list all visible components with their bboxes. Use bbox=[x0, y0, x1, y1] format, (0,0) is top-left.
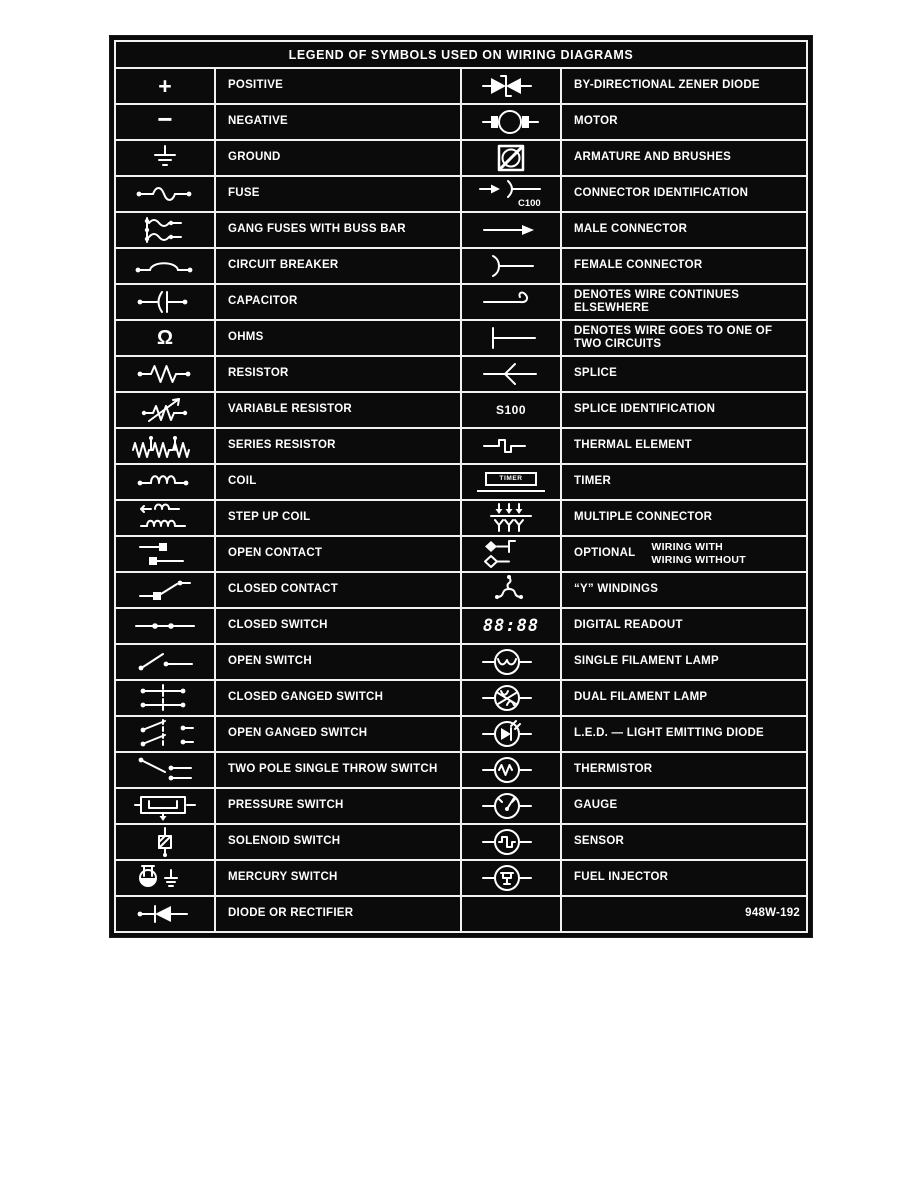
table-row bbox=[116, 897, 806, 931]
motor-icon bbox=[481, 107, 541, 137]
symbol-cell bbox=[116, 537, 216, 571]
symbol-cell bbox=[462, 537, 562, 571]
single-filament-lamp-icon bbox=[481, 646, 541, 678]
capacitor-icon bbox=[133, 287, 197, 317]
legend-table bbox=[109, 35, 813, 938]
symbol-cell bbox=[462, 69, 562, 103]
closed-contact-icon bbox=[137, 575, 193, 605]
thermistor-icon bbox=[481, 754, 541, 786]
symbol-label: PRESSURE SWITCH bbox=[216, 789, 462, 823]
table-row bbox=[116, 717, 806, 753]
symbol-label: BY-DIRECTIONAL ZENER DIODE bbox=[574, 79, 760, 92]
symbol-label: DIODE OR RECTIFIER bbox=[216, 897, 462, 931]
symbol-label: CIRCUIT BREAKER bbox=[216, 249, 462, 283]
timer-icon bbox=[477, 472, 545, 493]
table-row bbox=[116, 177, 806, 213]
optional-sublabels bbox=[651, 541, 745, 567]
table-row bbox=[116, 645, 806, 681]
symbol-label: MULTIPLE CONNECTOR bbox=[574, 511, 713, 524]
symbol-cell bbox=[462, 501, 562, 535]
table-row bbox=[116, 861, 806, 897]
pressure-switch-icon bbox=[133, 790, 197, 822]
symbol-label: MOTOR bbox=[574, 115, 618, 128]
led-icon bbox=[481, 718, 541, 750]
table-row bbox=[116, 573, 806, 609]
splice-icon bbox=[481, 359, 541, 389]
series-resistor-icon bbox=[127, 431, 203, 461]
symbol-cell bbox=[116, 501, 216, 535]
two-pole-single-throw-switch-icon bbox=[133, 754, 197, 786]
open-ganged-switch-icon bbox=[133, 718, 197, 750]
table-row bbox=[116, 501, 806, 537]
digital-readout-icon: 88:88 bbox=[482, 616, 540, 636]
symbol-label: STEP UP COIL bbox=[216, 501, 462, 535]
symbol-cell bbox=[462, 825, 562, 859]
figure-number: 948W-192 bbox=[745, 907, 800, 920]
table-row bbox=[116, 537, 806, 573]
female-connector-icon bbox=[481, 251, 541, 281]
connector-identification-icon bbox=[478, 179, 544, 209]
optional-wiring-icon bbox=[481, 538, 541, 570]
symbol-cell bbox=[116, 465, 216, 499]
dual-filament-lamp-icon bbox=[481, 682, 541, 714]
symbol-cell bbox=[462, 393, 562, 427]
timer-baseline bbox=[477, 490, 545, 492]
symbol-label: TIMER bbox=[574, 475, 612, 488]
symbol-cell bbox=[462, 249, 562, 283]
wire-continues-icon bbox=[481, 287, 541, 317]
symbol-label bbox=[562, 537, 806, 571]
symbol-label: ARMATURE AND BRUSHES bbox=[574, 151, 732, 164]
table-row bbox=[116, 105, 806, 141]
symbol-label: SERIES RESISTOR bbox=[216, 429, 462, 463]
symbol-label: VARIABLE RESISTOR bbox=[216, 393, 462, 427]
symbol-label: OHMS bbox=[216, 321, 462, 355]
ground-icon bbox=[150, 143, 180, 173]
symbol-cell bbox=[462, 321, 562, 355]
symbol-cell bbox=[116, 573, 216, 607]
symbol-label: OPEN SWITCH bbox=[216, 645, 462, 679]
symbol-label: DENOTES WIRE CONTINUES ELSEWHERE bbox=[574, 288, 740, 314]
legend-grid bbox=[114, 40, 808, 933]
table-row bbox=[116, 321, 806, 357]
symbol-cell bbox=[462, 357, 562, 391]
symbol-cell bbox=[116, 753, 216, 787]
symbol-cell bbox=[462, 429, 562, 463]
symbol-label: SPLICE bbox=[574, 367, 618, 380]
symbol-cell bbox=[116, 105, 216, 139]
symbol-cell bbox=[116, 789, 216, 823]
symbol-label: “Y” WINDINGS bbox=[574, 583, 659, 596]
symbol-label: CAPACITOR bbox=[216, 285, 462, 319]
symbol-cell bbox=[116, 213, 216, 247]
symbol-label: DUAL FILAMENT LAMP bbox=[574, 691, 708, 704]
symbol-cell bbox=[462, 861, 562, 895]
table-row bbox=[116, 249, 806, 285]
symbol-cell bbox=[116, 897, 216, 931]
timer-text: TIMER bbox=[485, 472, 536, 487]
variable-resistor-icon bbox=[137, 394, 193, 426]
solenoid-switch-icon bbox=[145, 826, 185, 858]
symbol-cell bbox=[462, 609, 562, 643]
circuit-breaker-icon bbox=[130, 251, 200, 281]
table-row bbox=[116, 69, 806, 105]
mercury-switch-icon bbox=[133, 862, 197, 894]
symbol-label: OPEN GANGED SWITCH bbox=[216, 717, 462, 751]
table-row bbox=[116, 681, 806, 717]
symbol-label: CLOSED SWITCH bbox=[216, 609, 462, 643]
symbol-cell bbox=[462, 285, 562, 319]
fuse-icon bbox=[127, 179, 203, 209]
table-row bbox=[116, 753, 806, 789]
symbol-cell bbox=[116, 609, 216, 643]
symbol-label: POSITIVE bbox=[216, 69, 462, 103]
table-row bbox=[116, 393, 806, 429]
symbol-label: DIGITAL READOUT bbox=[574, 619, 683, 632]
symbol-cell bbox=[462, 681, 562, 715]
symbol-label: L.E.D. — LIGHT EMITTING DIODE bbox=[574, 727, 764, 740]
connector-id-text: C100 bbox=[518, 198, 541, 209]
symbol-cell bbox=[116, 429, 216, 463]
symbol-label: THERMAL ELEMENT bbox=[574, 439, 692, 452]
fuel-injector-icon bbox=[481, 862, 541, 894]
table-row bbox=[116, 429, 806, 465]
symbol-cell bbox=[116, 717, 216, 751]
symbol-label: NEGATIVE bbox=[216, 105, 462, 139]
positive-icon: + bbox=[158, 72, 172, 99]
negative-icon: − bbox=[157, 104, 173, 134]
symbol-cell bbox=[462, 717, 562, 751]
thermal-element-icon bbox=[481, 431, 541, 461]
optional-label: OPTIONAL bbox=[574, 547, 636, 560]
symbol-cell bbox=[462, 573, 562, 607]
symbol-cell bbox=[116, 357, 216, 391]
gauge-icon bbox=[481, 790, 541, 822]
symbol-cell bbox=[462, 141, 562, 175]
wiring-with-label: WIRING WITH bbox=[651, 540, 723, 553]
symbol-cell bbox=[462, 213, 562, 247]
table-row bbox=[116, 465, 806, 501]
symbol-label: SENSOR bbox=[574, 835, 625, 848]
symbol-label: GANG FUSES WITH BUSS BAR bbox=[216, 213, 462, 247]
table-row bbox=[116, 789, 806, 825]
symbol-cell bbox=[462, 105, 562, 139]
legend-title: LEGEND OF SYMBOLS USED ON WIRING DIAGRAMS bbox=[116, 42, 806, 69]
symbol-cell bbox=[462, 753, 562, 787]
table-row bbox=[116, 825, 806, 861]
symbol-label bbox=[562, 897, 806, 931]
symbol-label: SPLICE IDENTIFICATION bbox=[574, 403, 716, 416]
symbol-label: CLOSED GANGED SWITCH bbox=[216, 681, 462, 715]
gang-fuses-icon bbox=[135, 215, 195, 245]
closed-ganged-switch-icon bbox=[133, 682, 197, 714]
symbol-label: GAUGE bbox=[574, 799, 618, 812]
symbol-cell bbox=[462, 465, 562, 499]
symbol-cell bbox=[116, 321, 216, 355]
table-row bbox=[116, 213, 806, 249]
open-switch-icon bbox=[133, 647, 197, 677]
symbol-label: FUEL INJECTOR bbox=[574, 871, 669, 884]
symbol-cell bbox=[462, 897, 562, 931]
table-row bbox=[116, 285, 806, 321]
y-windings-icon bbox=[481, 574, 541, 606]
splice-identification-icon: S100 bbox=[495, 403, 527, 417]
symbol-cell bbox=[116, 141, 216, 175]
armature-and-brushes-icon bbox=[494, 142, 528, 174]
symbol-label: OPEN CONTACT bbox=[216, 537, 462, 571]
symbol-cell bbox=[116, 681, 216, 715]
symbol-cell bbox=[116, 177, 216, 211]
diode-icon bbox=[133, 899, 197, 929]
symbol-label: SINGLE FILAMENT LAMP bbox=[574, 655, 719, 668]
symbol-label: GROUND bbox=[216, 141, 462, 175]
sensor-icon bbox=[481, 826, 541, 858]
symbol-label: CLOSED CONTACT bbox=[216, 573, 462, 607]
symbol-cell bbox=[462, 645, 562, 679]
open-contact-icon bbox=[137, 539, 193, 569]
symbol-cell bbox=[116, 285, 216, 319]
closed-switch-icon bbox=[133, 611, 197, 641]
wire-one-of-two-icon bbox=[481, 323, 541, 353]
symbol-label: FUSE bbox=[216, 177, 462, 211]
symbol-cell bbox=[116, 69, 216, 103]
bidirectional-zener-diode-icon bbox=[481, 71, 541, 101]
table-row bbox=[116, 141, 806, 177]
symbol-label: MERCURY SWITCH bbox=[216, 861, 462, 895]
symbol-label: SOLENOID SWITCH bbox=[216, 825, 462, 859]
coil-icon bbox=[133, 467, 197, 497]
symbol-label: CONNECTOR IDENTIFICATION bbox=[574, 187, 749, 200]
symbol-cell bbox=[116, 861, 216, 895]
step-up-coil-icon bbox=[135, 502, 195, 534]
wiring-without-label: WIRING WITHOUT bbox=[651, 554, 746, 566]
multiple-connector-icon bbox=[481, 502, 541, 534]
male-connector-icon bbox=[481, 215, 541, 245]
symbol-cell bbox=[116, 393, 216, 427]
table-row bbox=[116, 609, 806, 645]
ohms-icon: Ω bbox=[156, 327, 174, 349]
symbol-label: RESISTOR bbox=[216, 357, 462, 391]
symbol-cell bbox=[116, 645, 216, 679]
symbol-label: MALE CONNECTOR bbox=[574, 223, 688, 236]
symbol-cell bbox=[116, 249, 216, 283]
symbol-label: COIL bbox=[216, 465, 462, 499]
symbol-label: DENOTES WIRE GOES TO ONE OF TWO CIRCUITS bbox=[574, 324, 773, 350]
symbol-cell bbox=[462, 177, 562, 211]
symbol-label: FEMALE CONNECTOR bbox=[574, 259, 703, 272]
symbol-cell bbox=[462, 789, 562, 823]
symbol-label: TWO POLE SINGLE THROW SWITCH bbox=[216, 753, 462, 787]
symbol-label: THERMISTOR bbox=[574, 763, 653, 776]
symbol-cell bbox=[116, 825, 216, 859]
table-row bbox=[116, 357, 806, 393]
resistor-icon bbox=[133, 359, 197, 389]
